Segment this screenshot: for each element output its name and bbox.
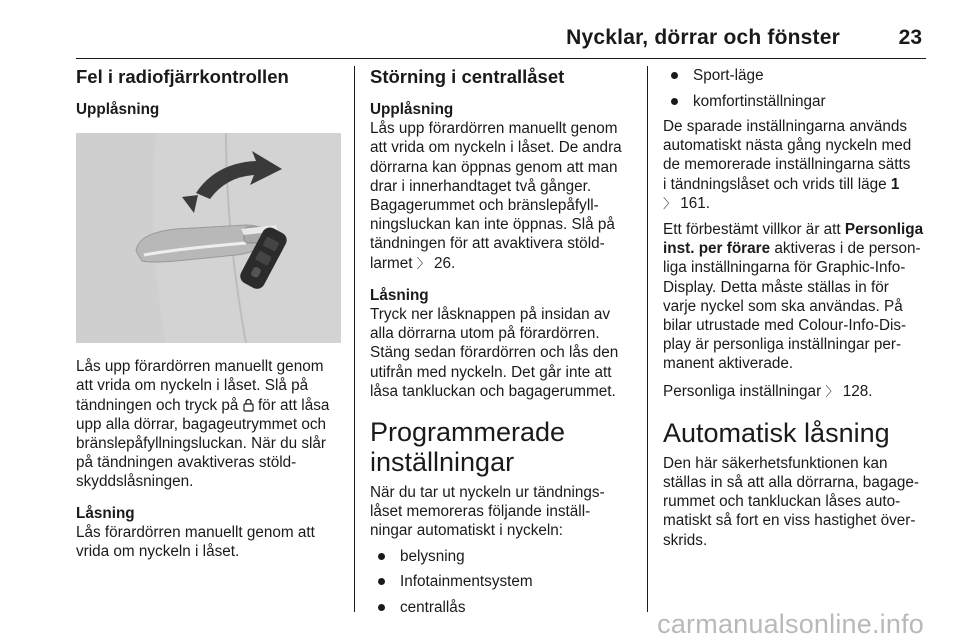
text-line: Lås upp förardörren manuellt genom [370, 120, 618, 138]
text-line: Tryck ner låsknappen på insidan av [370, 306, 611, 324]
page-reference[interactable]: 128. [842, 382, 873, 400]
header-divider [76, 58, 926, 59]
text-line: tändningen och tryck på [76, 396, 239, 414]
column-divider [647, 66, 648, 612]
running-header-title: Nycklar, dörrar och fönster [566, 26, 840, 49]
subheading-unlocking: Upplåsning [76, 101, 160, 118]
list-item [370, 547, 632, 573]
bullet-icon [378, 604, 385, 611]
text-line: dörrarna kan öppnas genom att man [370, 158, 618, 176]
text-line: skrids. [663, 531, 708, 549]
text-line: automatiskt nästa gång nyckeln med [663, 137, 912, 155]
text-line: alla dörrarna utom på förardörren. [370, 325, 600, 343]
text-line: i tändningslåset och vrids till läge [663, 175, 887, 193]
text-line: ningar automatiskt i nyckeln: [370, 522, 564, 540]
paragraph [663, 382, 931, 402]
text-line: Lås förardörren manuellt genom att [76, 523, 315, 541]
list-item-label: belysning [400, 547, 465, 565]
bullet-list [370, 547, 632, 624]
column-divider [354, 66, 355, 612]
section-title [370, 417, 632, 477]
bullet-icon [671, 98, 678, 105]
page-reference-icon: 〉 [663, 196, 677, 212]
list-item-label: centrallås [400, 598, 466, 616]
menu-setting-name: Personliga [844, 221, 924, 239]
list-item [370, 572, 632, 598]
text-line: play är personliga inställningar per- [663, 336, 902, 354]
text-line: låset memoreras följande inställ- [370, 503, 591, 521]
list-item-label: komfortinställningar [693, 92, 826, 110]
section-heading: Fel i radiofjärrkontrollen [76, 66, 289, 87]
page-reference[interactable]: 26. [434, 254, 456, 272]
section-title: Automatisk låsning [663, 417, 890, 448]
paragraph [663, 220, 931, 374]
text-line: de memorerade inställningarna sätts [663, 156, 911, 174]
text-line: bilar utrustade med Colour-Info-Dis- [663, 317, 907, 335]
text-line: upp alla dörrar, bagageutrymmet och [76, 415, 326, 433]
column-3 [663, 66, 931, 550]
list-item [663, 92, 931, 118]
subheading-locking: Låsning [76, 504, 135, 522]
text-line: De sparade inställningarna används [663, 118, 908, 135]
text-line: utifrån med nyckeln. Det går inte att [370, 363, 612, 381]
text-line: låsa tankluckan och bagagerummet. [370, 382, 616, 400]
text-line: aktiveras i de person- [774, 240, 921, 258]
text-line: ställas in så att alla dörrarna, bagage- [663, 474, 919, 492]
text-line: att vrida om nyckeln i låset. De andra [370, 139, 622, 157]
paragraph [370, 483, 632, 541]
watermark: carmanualsonline.info [657, 609, 924, 639]
lock-button-icon [243, 398, 254, 412]
bullet-list [663, 66, 931, 117]
text-line: Personliga inställningar [663, 382, 822, 400]
column-2 [370, 66, 632, 623]
list-item-label: Infotainmentsystem [400, 573, 533, 591]
paragraph [76, 523, 344, 561]
bullet-icon [378, 578, 385, 585]
text-line: tändningen för att avaktivera stöld- [370, 235, 605, 253]
text-line: liga inställningarna för Graphic-Info- [663, 259, 906, 277]
text-line: på tändningen avaktiveras stöld- [76, 454, 297, 472]
page-number: 23 [898, 26, 922, 49]
menu-setting-name: inst. per förare [663, 240, 771, 258]
section-heading: Störning i centrallåset [370, 66, 565, 87]
text-line: Ett förbestämt villkor är att [663, 221, 841, 239]
title-line: Programmerade [370, 417, 566, 448]
text-line: drar i innerhandtaget två gånger. [370, 177, 592, 195]
text-line: Bagagerummet och bränslepåfyll- [370, 197, 599, 215]
text-line: När du tar ut nyckeln ur tändnings- [370, 484, 605, 502]
page-reference-icon: 〉 [825, 384, 839, 400]
text-line: vrida om nyckeln i låset. [76, 543, 240, 561]
page-reference-icon: 〉 [416, 256, 430, 272]
key-door-handle-icon [76, 133, 341, 343]
ignition-position: 1 [890, 175, 900, 193]
text-line: Den här säkerhetsfunktionen kan [663, 454, 888, 472]
text-line: matiskt så fort en viss hastighet över- [663, 512, 916, 530]
text-line: för att låsa [257, 396, 330, 414]
text-line: manent aktiverade. [663, 355, 794, 373]
text-line: larmet [370, 254, 413, 272]
list-item-label: Sport-läge [693, 67, 764, 84]
paragraph [370, 119, 632, 274]
title-line: inställningar [370, 447, 515, 478]
paragraph [370, 305, 632, 401]
text-line: Lås upp förardörren manuellt genom [76, 358, 324, 376]
bullet-icon [378, 553, 385, 560]
subheading-locking: Låsning [370, 286, 429, 304]
text-line: skyddslåsningen. [76, 473, 194, 491]
text-line: att vrida om nyckeln i låset. Slå på [76, 377, 309, 395]
text-line: ningsluckan kan inte öppnas. Slå på [370, 216, 615, 234]
bullet-icon [671, 72, 678, 79]
list-item [370, 598, 632, 624]
paragraph [663, 454, 931, 550]
subheading-unlocking: Upplåsning [370, 101, 454, 118]
paragraph [76, 357, 344, 491]
key-in-door-handle-illustration [76, 133, 341, 343]
text-line: varje nyckel som ska användas. På [663, 297, 903, 315]
page-reference[interactable]: 161. [680, 194, 711, 212]
list-item [663, 66, 931, 92]
text-line: bränslepåfyllningsluckan. När du slår [76, 435, 326, 453]
text-line: rummet och tankluckan låses auto- [663, 493, 901, 511]
text-line: Display. Detta måste ställas in för [663, 278, 889, 296]
paragraph [663, 117, 931, 214]
column-1 [76, 66, 344, 561]
text-line: Stäng sedan förardörren och lås den [370, 344, 619, 362]
